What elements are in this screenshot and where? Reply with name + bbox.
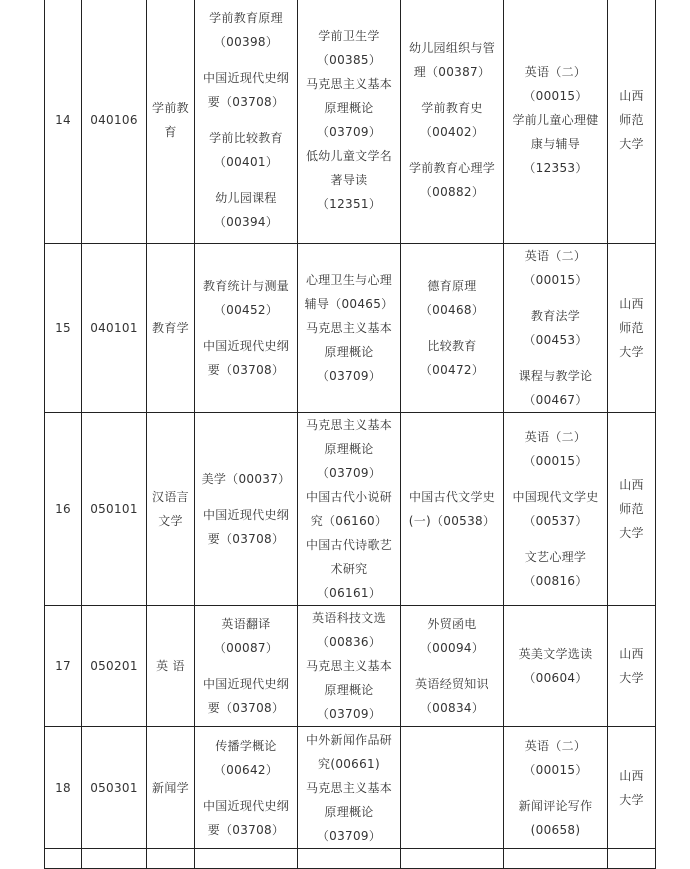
school-name: 山西 师范 大学 [608,413,656,606]
row-number: 15 [45,244,82,413]
course-cell: 学前卫生学 （00385） 马克思主义基本 原理概论 （03709） 低幼儿童文学名 著导读 （12351） [298,0,401,244]
course-cell: 英语（二） （00015） 学前儿童心理健 康与辅导 （12353） [504,0,608,244]
table-row [45,244,656,413]
course-cell: 教育统计与测量 （00452） 中国近现代史纲 要（03708） [195,244,298,413]
course-cell: 英语（二） （00015） 教育法学 （00453） 课程与教学论 （00467） [504,244,608,413]
table-row [45,413,656,606]
course-cell: 英美文学选读 （00604） [504,606,608,727]
major-name: 新闻学 [147,727,195,849]
course-cell: 英语翻译 （00087） 中国近现代史纲 要（03708） [195,606,298,727]
major-code: 050301 [82,727,147,849]
course-cell: 英语（二） （00015） 中国现代文学史 （00537） 文艺心理学 （00816） [504,413,608,606]
course-cell: 马克思主义基本 原理概论 （03709） 中国古代小说研 究（06160） 中国古代诗歌艺 术研究 （06161） [298,413,401,606]
exam-plan-table [44,0,656,869]
major-code: 050201 [82,606,147,727]
course-cell: 德育原理 （00468） 比较教育 （00472） [401,244,504,413]
school-name: 山西 师范 大学 [608,0,656,244]
course-cell: 外贸函电 （00094） 英语经贸知识 （00834） [401,606,504,727]
course-cell [401,727,504,849]
major-code: 050101 [82,413,147,606]
course-cell: 中国古代文学史 (一)（00538） [401,413,504,606]
course-cell: 幼儿园组织与管 理（00387） 学前教育史 （00402） 学前教育心理学 （00882） [401,0,504,244]
major-code: 040101 [82,244,147,413]
table-row [45,849,656,869]
course-cell: 学前教育原理 （00398） 中国近现代史纲 要（03708） 学前比较教育 （00401） 幼儿园课程 （00394） [195,0,298,244]
course-cell: 英语（二） （00015） 新闻评论写作 (00658) [504,727,608,849]
major-name: 教育学 [147,244,195,413]
major-name: 汉语言 文学 [147,413,195,606]
major-name: 英 语 [147,606,195,727]
row-number: 16 [45,413,82,606]
course-cell: 美学（00037） 中国近现代史纲 要（03708） [195,413,298,606]
school-name: 山西 大学 [608,606,656,727]
table-row [45,606,656,727]
school-name: 山西 师范 大学 [608,244,656,413]
table-row [45,727,656,849]
major-code: 040106 [82,0,147,244]
course-cell: 传播学概论 （00642） 中国近现代史纲 要（03708） [195,727,298,849]
school-name: 山西 大学 [608,727,656,849]
table-row [45,0,656,244]
course-cell: 中外新闻作品研 究(00661) 马克思主义基本 原理概论 （03709） [298,727,401,849]
row-number: 14 [45,0,82,244]
row-number: 17 [45,606,82,727]
row-number: 18 [45,727,82,849]
course-cell: 心理卫生与心理 辅导（00465） 马克思主义基本 原理概论 （03709） [298,244,401,413]
course-cell: 英语科技文选 （00836） 马克思主义基本 原理概论 （03709） [298,606,401,727]
major-name: 学前教 育 [147,0,195,244]
